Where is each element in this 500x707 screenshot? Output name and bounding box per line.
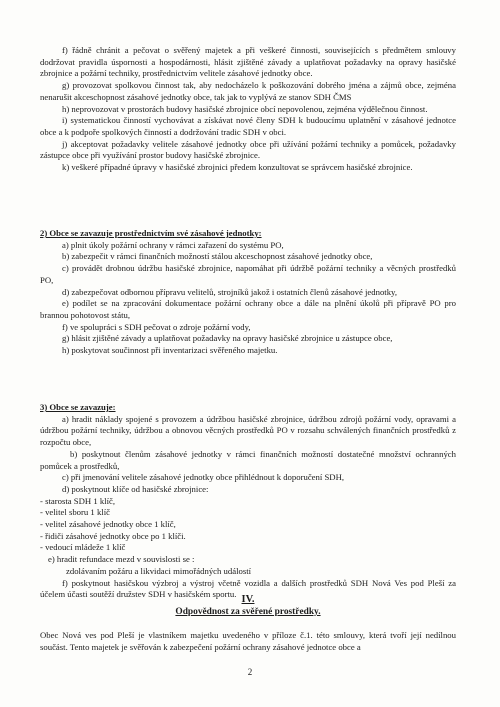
obligation-item-f: f) řádně chránit a pečovat o svěřený majetek a při veškeré činnosti, souvisejících s předmětem smlouvy dodržovat pravidla úspornosti a hospodárnosti, hlásit zjištěné závady a uplatňovat požadavky na opravy hasičské zbrojnice a požární techniky, prostřednictvím velitele zásahové jednotky obce.	[40, 45, 456, 79]
section-2-heading: 2) Obce se zavazuje prostřednictvím své zásahové jednotky:	[40, 228, 262, 238]
section-3-heading: 3) Obce se zavazuje:	[40, 402, 116, 412]
section-2-item: h) poskytovat součinnost při inventarizaci svěřeného majetku.	[62, 345, 278, 356]
key-holder-item: - starosta SDH 1 klíč,	[40, 495, 116, 506]
obligations-list-continued	[40, 45, 456, 174]
section-2-item: a) plnit úkoly požární ochrany v rámci zařazení do systému PO,	[62, 239, 284, 250]
section-4-paragraph: Obec Nová ves pod Pleší je vlastníkem majetku uvedeného v příloze č.1. této smlouvy, která tvoří její nedílnou součást. Tento majetek je svěřován k zabezpečení požární ochrany zásahové jednotce obce a	[40, 630, 456, 652]
page-number: 2	[247, 667, 253, 677]
section-3-item: c) při jmenování velitele zásahové jednotky obce přihlédnout k doporučení SDH,	[62, 472, 345, 483]
section-3-item: a) hradit náklady spojené s provozem a údržbou hasičské zbrojnice, údržbou zdrojů požární vody, opravami a údržbou požární techniky, údržbou a obnovou věcných prostředků PO v rozsahu schválených finančních prostředků z rozpočtu obce,	[40, 413, 456, 448]
section-2-item: d) zabezpečovat odbornou přípravu velitelů, strojníků jakož i ostatních členů zásahové jednotky,	[62, 286, 398, 297]
obligation-item-j: j) akceptovat požadavky velitele zásahové jednotky obce při užívání požární techniky a pomůcek, požadavky zástupce obce při využívání prostor budovy hasičské zbrojnice.	[40, 138, 456, 161]
section-2-item: b) zabezpečit v rámci finančních možností stálou akceschopnost zásahové jednotky obce,	[62, 251, 373, 262]
section-4-number: IV.	[241, 594, 255, 605]
section-3-item: d) poskytnout klíče od hasičské zbrojnice:	[62, 483, 209, 494]
section-3-item: e) hradit refundace mezd v souvislosti se :	[48, 554, 195, 565]
section-2	[40, 228, 456, 357]
section-2-item: f) ve spolupráci s SDH pečovat o zdroje požární vody,	[62, 321, 251, 332]
key-holder-item: - vedoucí mládeže 1 klíč	[40, 542, 126, 553]
key-holder-item: - řidiči zásahové jednotky obce po 1 klíči.	[40, 530, 186, 541]
section-4-body	[40, 630, 456, 653]
section-3	[40, 402, 456, 601]
key-holder-item: - velitel sboru 1 klíč	[40, 507, 110, 518]
section-4-title: Odpovědnost za svěřené prostředky.	[175, 607, 321, 617]
obligation-item-h: h) neprovozovat v prostorách budovy hasičské zbrojnice obcí nepovolenou, zejména výdělečnou činnost.	[62, 103, 428, 114]
obligation-item-i: i) systematickou činností vychovávat a získávat nové členy SDH k budoucímu uplatnění v zásahové jednotce obce a k podpoře spolkových činností a dodržování tradic SDH v obci.	[40, 115, 456, 137]
section-2-item: g) hlásit zjištěné závady a uplatňovat požadavky na opravy hasičské zbrojnice u zástupce obce,	[62, 333, 393, 344]
obligation-item-k: k) veškeré případné úpravy v hasičské zbrojnici předem konzultovat se správcem hasičské zbrojnice.	[62, 162, 413, 173]
section-2-item: e) podílet se na zpracování dokumentace požární ochrany obce a dále na plnění úkolů při přípravě PO pro brannou pohotovost státu,	[40, 298, 456, 320]
section-3-subitem: zdolávaním požáru a likvidaci mimořádných událostí	[66, 565, 252, 576]
key-holder-item: - velitel zásahové jednotky obce 1 klíč,	[40, 519, 176, 530]
section-3-item: b) poskytnout členům zásahové jednotky v rámci finančních možností dostatečné množství ochranných pomůcek a prostředků,	[40, 448, 456, 471]
section-3-item: f) poskytnout hasičskou výzbroj a výstroj včetně vozidla a dalších prostředků SDH Nová Ves pod Pleší za účelem účasti soutěží družstev SDH v hasičském sportu.	[40, 577, 456, 600]
section-2-item: c) provádět drobnou údržbu hasičské zbrojnice, napomáhat při údržbě požární techniky a věcných prostředků PO,	[40, 263, 456, 285]
obligation-item-g: g) provozovat spolkovou činnost tak, aby nedocházelo k poškozování dobrého jména a zájmů obce, zejména nenarušit akceschopnost zásahové jednotky obce, tak jak to vyplývá ze stanov SDH ČMS	[40, 80, 456, 102]
